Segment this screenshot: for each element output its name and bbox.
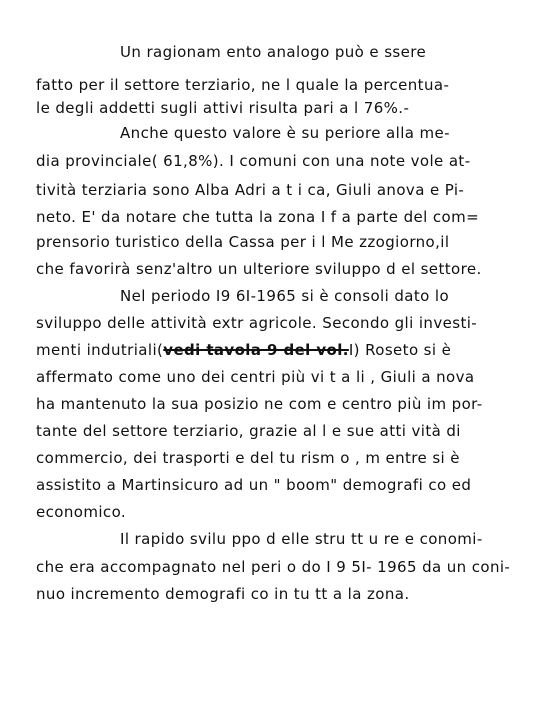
text-line: Nel periodo I9 6I-1965 si è consoli dato lo (120, 287, 450, 305)
text-segment: menti indutriali( (36, 341, 164, 359)
text-line: economico. (36, 503, 127, 521)
text-line: prensorio turistico della Cassa per i l Me zzogiorno,il (36, 233, 450, 251)
text-line: tività terziaria sono Alba Adri a t i ca, Giuli anova e Pi- (36, 181, 465, 199)
text-line: che era accompagnato nel peri o do I 9 5I- 1965 da un coni- (36, 558, 511, 576)
text-line: tante del settore terziario, grazie al l e sue atti vità di (36, 422, 461, 440)
text-line: le degli addetti sugli attivi risulta pari a l 76%.- (36, 99, 410, 117)
struck-out-text: vedi tavola 9 del vol. (163, 341, 349, 359)
text-line: ha mantenuto la sua posizio ne com e centro più im por- (36, 395, 483, 413)
text-line: fatto per il settore terziario, ne l quale la percentua- (36, 76, 450, 94)
text-line: dia provinciale( 61,8%). I comuni con una note vole at- (36, 152, 471, 170)
text-line: Un ragionam ento analogo può e ssere (120, 43, 427, 61)
text-line: commercio, dei trasporti e del tu rism o , m entre si è (36, 449, 460, 467)
text-line: nuo incremento demografi co in tu tt a la zona. (36, 585, 410, 603)
text-line: neto. E' da notare che tutta la zona I f a parte del com= (36, 208, 480, 226)
text-segment: I) Roseto si è (348, 341, 452, 359)
text-line: assistito a Martinsicuro ad un " boom" demografi co ed (36, 476, 472, 494)
text-line-with-strikethrough (36, 340, 451, 360)
text-line: Il rapido svilu ppo d elle stru tt u re e conomi- (120, 530, 483, 548)
text-line: sviluppo delle attività extr agricole. Secondo gli investi- (36, 314, 478, 332)
text-line: Anche questo valore è su periore alla me- (120, 124, 450, 142)
text-line: affermato come uno dei centri più vi t a li , Giuli a nova (36, 368, 475, 386)
text-line: che favorirà senz'altro un ulteriore sviluppo d el settore. (36, 260, 482, 278)
